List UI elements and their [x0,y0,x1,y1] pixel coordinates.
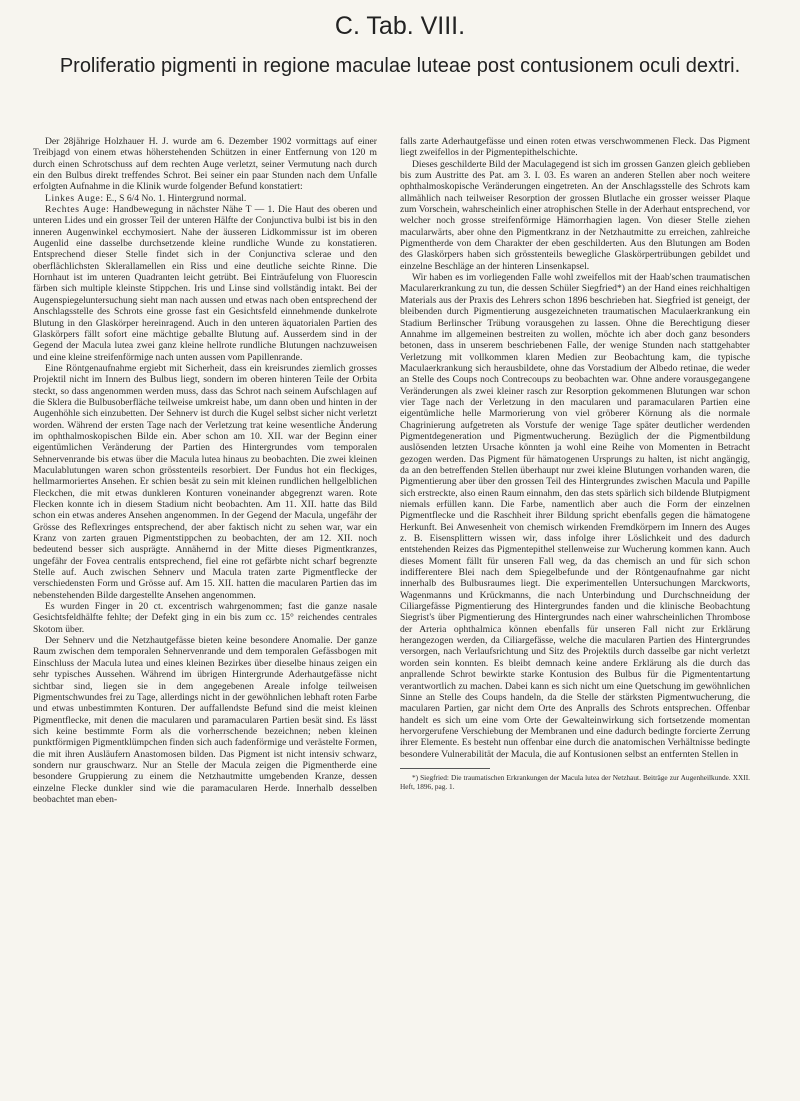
left-column [33,136,377,805]
footnote-divider [400,768,490,769]
right-eye-text: Handbewegung in nächster Nähe T — 1. Die Haut des oberen und unteren Lides und ein grosser Teil der unteren Hälfte der Conjunctiva bulbi ist bis in den inneren Augenwinkel ecchymosiert. Nahe der äusseren Lidkommissur ist im oberen Augenlid eine dasselbe durchsetzende kleine rundliche Wunde zu konstatieren. Entsprechend dieser Stelle findet sich in der Conjunctiva sclerae und den oberflächlichsten Sklerallamellen ein Riss und eine deutliche seichte Rinne. Die Hornhaut ist im unteren Quadranten leicht getrübt. Bei Einträufelung von Fluorescin färben sich multiple kleinste Stippchen. Iris und Linse sind vollständig intakt. Bei der Augenspiegeluntersuchung sieht man nach aussen und etwas nach oben entsprechend der Anschlagsstelle des Schrots eine grosse fast ein Gesichtsfeld einnehmende dunkelrote Blutung in den Glaskörper hereinragend. Auch in den unteren äquatorialen Partien des Glaskörpers fällt sofort eine mächtige geballte Blutung auf. Ausserdem sind in der Gegend der Macula lutea zwei ganz kleine hellrote rundliche Blutungen nachzuweisen und eine kleine streifenförmige nach unten aussen vom Papillenrande. [33,204,377,363]
paragraph: falls zarte Aderhautgefässe und einen roten etwas verschwommenen Fleck. Das Pigment liegt zweifellos in der Pigmentepithelschichte. [400,136,750,159]
footnote: *) Siegfried: Die traumatischen Erkrankungen der Macula lutea der Netzhaut. Beiträge zur Augenheilkunde. XXII. Heft, 1896, pag. 1. [400,772,750,791]
paragraph-left-eye [33,193,377,204]
paragraph: Es wurden Finger in 20 ct. excentrisch wahrgenommen; fast die ganze nasale Gesichtsfeldhälfte fehlte; der Defekt ging in ein bis zum cc. 15° reichendes centrales Skotom über. [33,601,377,635]
paragraph: Der 28jährige Holzhauer H. J. wurde am 6. Dezember 1902 vormittags auf einer Treibjagd von einem etwas höherstehenden Schützen in einer Entfernung von 120 m durch einen Schrotschuss auf dem rechten Auge verletzt, seiner Vermutung nach durch ein den Bulbus direkt treffendes Schrot. Bei seiner ein paar Stunden nach dem Unfalle erfolgten Aufnahme in die Klinik wurde folgender Befund konstatiert: [33,136,377,193]
paragraph-right-eye [33,204,377,363]
page-title: C. Tab. VIII. [334,12,466,40]
paragraph: Dieses geschilderte Bild der Maculagegend ist sich im grossen Ganzen gleich geblieben bis zum Austritte des Pat. am 3. I. 03. Es waren an anderen Stellen aber noch weitere ophthalmoskopische Veränderungen eingetreten. An der Anschlagsstelle des Schrots kam allmählich nach teilweiser Resorption der grossen Blutlache ein grosser weisser Plaque zum Vorschein, wahrscheinlich einer atrophischen Stelle in der Aderhaut entsprechend, vor welcher noch grosse streifenförmige Hämorrhagien lagen. Von dieser Stelle ziehen macularwärts, aber ohne den Pigmentkranz in der Netzhautmitte zu erreichen, zahlreiche Pigmentherde von dem Charakter der eben geschilderten. Aus den Blutungen am Boden des Glaskörpers haben sich grösstenteils bewegliche Glaskörpertrübungen gebildet und einzelne Beschläge an der hinteren Linsenkapsel. [400,158,750,272]
right-eye-label: Rechtes Auge: [45,204,110,216]
page-subtitle: Proliferatio pigmenti in regione maculae luteae post contusionem oculi dextri. [59,55,741,77]
paragraph: Der Sehnerv und die Netzhautgefässe bieten keine besondere Anomalie. Der ganze Raum zwischen dem temporalen Sehnervenrande und dem temporalen Gefässbogen mit Einschluss der Macula lutea und eines kleinen Bezirkes über dieselbe hinaus zeigen ein sehr typisches Aussehen. Während im übrigen Hintergrunde Aderhautgefässe nicht sichtbar sind, liegen sie in dem angegebenen Areale infolge teilweisen Pigmentschwundes frei zu Tage, allerdings nicht in der gewöhnlichen lebhaft roten Farbe und etwas unbestimmten Konturen. Der auffallendste Befund sind die meist kleinen Pigmentflecke, mit denen die macularen und paramacularen Partien besät sind. Es lässt sich keine bestimmte Form als die vorherrschende bezeichnen; neben kleinen punktförmigen Pigmentklümpchen finden sich auch fadenförmige und verästelte Formen, die mit ihren Ausläufern Anastomosen bilden. Das Pigment ist nicht intensiv schwarz, sondern nur grauschwarz. Nur an Stelle der Macula zeigen die Pigmentherde eine besondere Gruppierung zu einem die Netzhautmitte umgebenden Kranze, dessen einzelne Flecke dunkler sind wie die paramacularen Herde. Innerhalb desselben beobachtet man eben- [33,635,377,805]
right-column [400,136,750,791]
paragraph: Wir haben es im vorliegenden Falle wohl zweifellos mit der Haab'schen traumatischen Macularerkrankung zu tun, die dessen Schüler Siegfried*) an der Hand eines reichhaltigen Materials aus der Praxis des Lehrers schon 1896 beschrieben hat. Siegfried ist geneigt, der bleibenden durch Pigmentierung ausgezeichneten traumatischen Maculaerkrankung ein Stadium Berlinscher Trübung vorausgehen zu lassen. Ohne die Berechtigung dieser Annahme im allgemeinen bestreiten zu wollen, möchte ich aber doch ganz besonders betonen, dass in unserem beschriebenen Falle, der wenige Stunden nach stattgehabter Verletzung mit vollkommen klaren Medien zur Beobachtung kam, die typische Maculaerkrankung sich herausbildete, ohne das Vorstadium der Albedo retinae, die weder an Stelle des Coups noch Contrecoups zu beobachten war. Ohne andere vorausgegangene Veränderungen als zwei kleiner rasch zur Resorption gekommenen Blutungen war schon vier Tage nach der Verletzung in den macularen und paramacularen Partien eine eigentümliche helle Marmorierung von viel gröberer Körnung als die normale Chagrinierung aufgetreten als Vorstufe der wenige Tage später deutlicher werdenden Pigmentdegeneration und Pigmentwucherung. Bezüglich der die Pigmentbildung auslösenden letzten Ursache könnten ja wohl eine Reihe von Momenten in Betracht gezogen werden. Das Pigment für hämatogenen Ursprungs zu halten, ist nicht angängig, da an den betreffenden Stellen überhaupt nur zwei kleine Blutungen vorhanden waren, die Pigmentierung aber über den grossen Teil des Hintergrundes zwischen Macula und Papille sich erstreckte, also einen Raum einnahm, den das stets spärlich sich bildende Blutpigment niemals erfüllen kann. Die Farbe, namentlich aber auch die Form der einzelnen Pigmentflecke und die Raschheit ihrer Bildung spricht ebenfalls gegen die hämatogene Herkunft. Bei Anwesenheit von chemisch wirkenden Fremdkörpern im Innern des Auges z. B. Eisensplittern wissen wir, dass infolge ihrer Löslichkeit und des dadurch entstehenden Reizes das Pigmentepithel stellenweise zur Wucherung kommen kann. Auch dieses Moment fällt für unseren Fall weg, da das chemisch an und für sich schon indifferentere Blei nach dem Spiegelbefunde und der Röntgenaufnahme gar nicht innerhalb des Bulbusraumes liegt. Die experimentellen Untersuchungen Marckworts, Wagenmanns und Krückmanns, die nach Unterbindung und Durchschneidung der Ciliargefässe Pigmentierung des Hintergrundes fanden und die klinische Beobachtung Siegrist's über Pigmentierung des Hintergrundes nach einer wahrscheinlichen Thrombose der Arteria ophthalmica können ebenfalls für unseren Fall nicht zur Erklärung herangezogen werden, da Ciliargefässe, welche die macularen Partien des Hintergrundes versorgen, nach Verlaufsrichtung und Sitz des Projektils durch dasselbe gar nicht verletzt worden sein konnten. Es bleibt demnach keine andere Erklärung als die durch das anprallende Schrot bewirkte starke Kontusion des Bulbus für die Pigmententartung verantwortlich zu machen. Dabei kann es sich nicht um eine Quetschung im gewöhnlichen Sinne an Stelle des Coups handeln, da die Stelle der stärksten Pigmentwucherung, die macularen Partien, gar nicht dem Orte des Anpralls des Schrots entsprechen. Offenbar handelt es sich um eine vom Orte der Gewalteinwirkung sich fortsetzende momentan hervorgerufene Verschiebung der Membranen und eine dadurch bedingte forcierte Zerrung ihrer Elemente. Es besteht nun offenbar eine durch die anatomischen Verhältnisse bedingte besondere Vulnerabilität der Macula, die auf Kontusionen selbst an entfernten Stellen in [400,272,750,760]
left-eye-text: E., S 6/4 No. 1. Hintergrund normal. [103,192,247,204]
left-eye-label: Linkes Auge: [45,192,104,204]
paragraph: Eine Röntgenaufnahme ergiebt mit Sicherheit, dass ein kreisrundes ziemlich grosses Projektil nicht im Innern des Bulbus liegt, sondern im oberen hinteren Teile der Orbita steckt, so dass angenommen werden muss, dass das Schrot nach seinem Aufschlagen auf die Sklera die Bulbusoberfläche teilweise umkreist habe, um dann oben und hinten in der Augenhöhle sich einzubetten. Der Sehnerv ist durch die Kugel selbst sicher nicht verletzt worden. Während der ersten Tage nach der Verletzung trat keine wesentliche Änderung im ophthalmoskopischen Bilde ein. Aber schon am 10. XII. war der Beginn einer eigentümlichen Veränderung der Partien des Hintergrundes vom temporalen Sehnervenrande bis etwas über die Macula lutea hinaus zu beobachten. Die zwei kleinen Maculablutungen waren schon grösstenteils resorbiert. Der Fundus hot ein fleckiges, hellmarmoriertes Ansehen. Er schien besät zu sein mit kleinen rundlichen hellgelblichen Fleckchen, die mit etwas dunkleren Konturen voneinander abgegrenzt waren. Rote Flecken konnte ich in diesem Stadium nicht beobachten. Am 11. XII. hatte das Bild schon ein etwas anderes Ansehen angenommen. In der Gegend der Macula, ungefähr der Grösse des Reflexringes entsprechend, der aber faktisch nicht zu sehen war, war ein Kranz von zarten grauen Pigmentstippchen zu beobachten, der am 12. XII. noch bedeutend besser sich ausprägte. Annähernd in der Mitte dieses Pigmentkranzes, ungefähr der Fovea centralis entsprechend, fiel eine rot gefärbte nicht scharf begrenzte Stelle auf. Auch zwischen Sehnerv und Macula traten zarte Pigmentflecke der verschiedensten Form und Grösse auf. Am 15. XII. hatten die macularen Partien das im nebenstehenden Bilde dargestellte Ansehen angenommen. [33,362,377,601]
